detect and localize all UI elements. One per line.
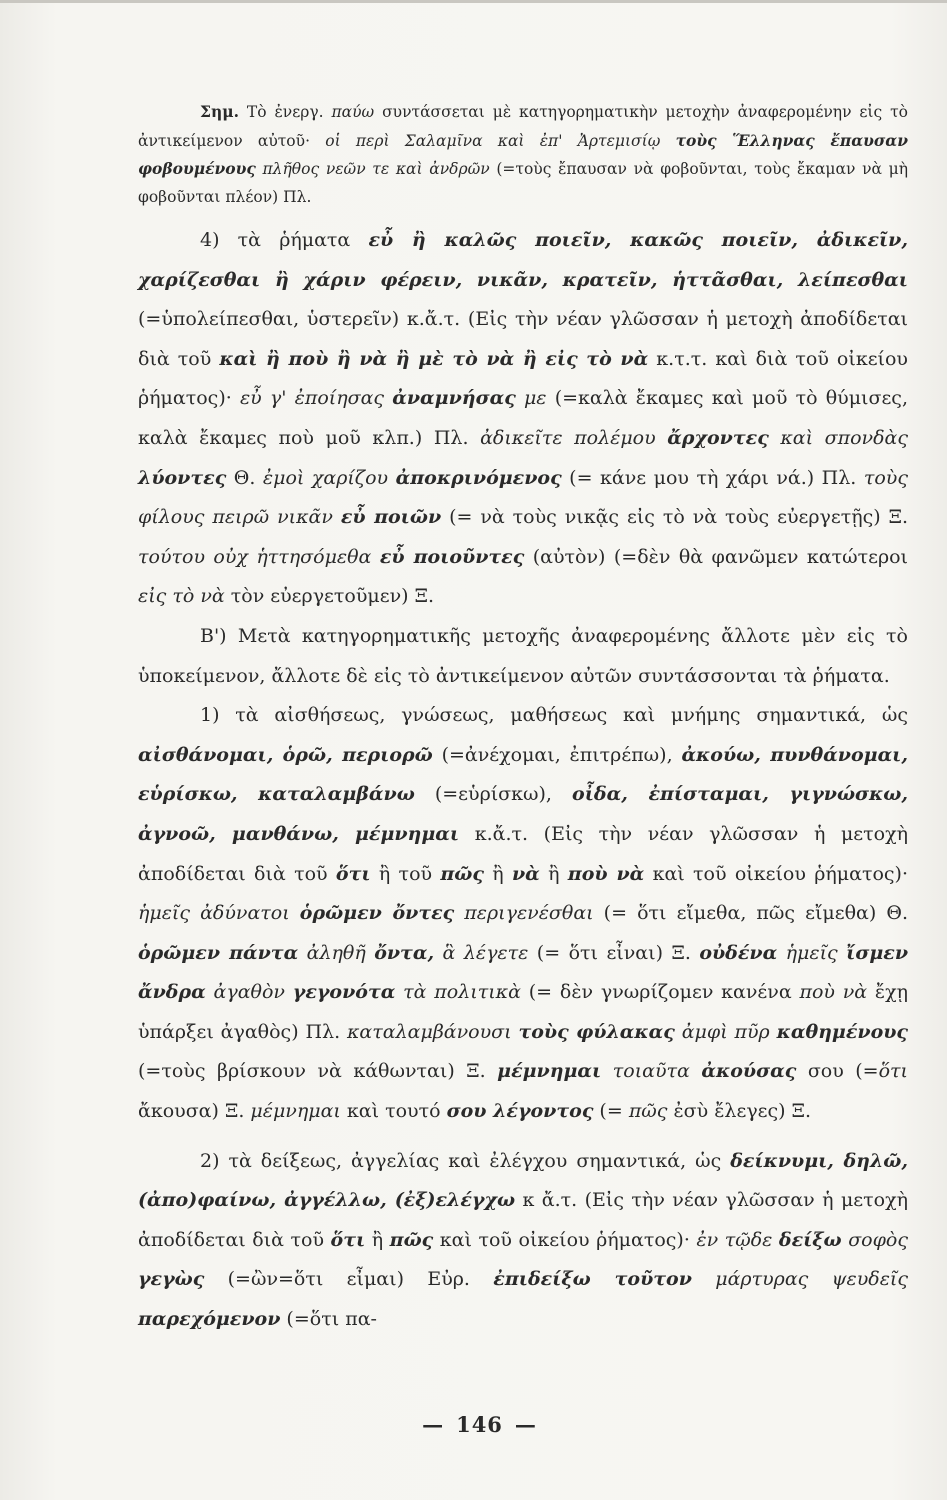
para4-text: Θ. [226, 466, 263, 489]
para1-bold: τοὺς φύλακας [518, 1020, 675, 1043]
para4-bold: λύοντες [138, 466, 227, 489]
para1-italic: ἡμεῖς [777, 941, 847, 964]
page-top-edge [0, 0, 947, 3]
para1-text: καὶ τοῦ οἰκείου ῥήματος)· [644, 862, 908, 885]
para2-text: κ ἄ.τ. (Εἰς τὴν νέαν γλῶσσαν ἡ μετοχὴ ἀποδίδεται διὰ τοῦ [138, 1189, 908, 1251]
para4-bold: εὖ ἢ καλῶς ποιεῖν, κακῶς ποιεῖν, ἀδικεῖν, χαρίζεσθαι ἢ χάριν φέρειν, νικᾶν, κρατεῖν, ἡττᾶσθαι, λείπεσθαι [138, 229, 908, 291]
para1-italic: ὅτι [878, 1060, 909, 1083]
para4-bold: εὖ ποιῶν [340, 506, 442, 529]
para4-bold: ἄρχοντες [667, 426, 769, 449]
para1-italic: ἀμφὶ πῦρ [674, 1020, 777, 1043]
para1-text: (=τοὺς βρίσκουν νὰ κάθωνται) Ξ. [138, 1060, 498, 1083]
note-paragraph [138, 98, 908, 211]
footer-dash-right: — [514, 1412, 537, 1437]
para1-bold: ἴσμεν ἄνδρα [138, 941, 908, 1004]
page-footer [0, 1412, 947, 1437]
para1-bold: οὐδένα [699, 941, 778, 964]
para1-text: (=ἀνέχομαι, ἐπιτρέπω), [432, 743, 682, 766]
para1-bold: ποὺ νὰ [567, 862, 645, 885]
paragraph-b: Β') Μετὰ κατηγορηματικῆς μετοχῆς ἀναφερομένης ἄλλοτε μὲν εἰς τὸ ὑποκείμενον, ἄλλοτε δὲ εἰς τὸ ἀντικείμενον αὐτῶν συντάσσονται τὰ ῥήματα. [138, 624, 908, 687]
para1-italic: τὰ πολιτικὰ [395, 981, 521, 1004]
para1-text: ἢ τοῦ [370, 862, 441, 885]
para1-text: (= δὲν γνωρίζομεν κανένα [520, 981, 800, 1004]
para4-text: (=ὑπολείπεσθαι, ὑστερεῖν) κ.ἄ.τ. (Εἰς τὴν νέαν γλῶσσαν ἡ μετοχὴ ἀποδίδεται διὰ τοῦ [138, 308, 908, 370]
paragraph-2 [138, 1142, 908, 1340]
para1-bold: ἀκούσας [701, 1060, 797, 1083]
para4-bold: καὶ ἢ ποὺ ἢ νὰ ἢ μὲ τὸ νὰ ἢ εἰς τὸ νὰ [219, 347, 649, 370]
paragraph-4 [138, 221, 908, 617]
para1-italic: πῶς [628, 1100, 668, 1123]
para1-bold: πῶς [440, 862, 484, 885]
para1-text: (=εὑρίσκω), [414, 783, 573, 806]
page-number: 146 [456, 1412, 503, 1437]
para1-bold: νὰ [511, 862, 540, 885]
para2-bold: ὅτι [330, 1228, 366, 1251]
para2-text: ἢ [365, 1228, 390, 1251]
para1-text: (= [593, 1100, 629, 1123]
para4-italic: εὖ γ' ἐποίησας [239, 387, 385, 410]
para1-text: 1) τὰ αἰσθήσεως, γνώσεως, μαθήσεως καὶ μνήμης σημαντικά, ὡς [200, 704, 908, 727]
para2-bold: πῶς [389, 1228, 434, 1251]
para1-bold: γεγονότα [292, 981, 396, 1004]
para4-italic: καὶ σπονδὰς [768, 426, 909, 449]
para1-italic: τοιαῦτα [601, 1060, 702, 1083]
para1-bold: ὅτι [335, 862, 371, 885]
para4-text: (= νὰ τοὺς νικᾷς εἰς τὸ νὰ τοὺς εὐεργετῇς) Ξ. [441, 506, 908, 529]
para4-text: (=καλὰ ἔκαμες καὶ μοῦ τὸ θύμισες, καλὰ ἔκαμες ποὺ μοῦ κλπ.) Πλ. [138, 387, 908, 449]
para4-text: (αὐτὸν) (=δὲν θὰ φανῶμεν κατώτεροι [524, 545, 909, 568]
footer-dash-left: — [422, 1412, 445, 1437]
page-body [138, 98, 908, 1340]
para1-bold: καθημένους [776, 1020, 908, 1043]
para2-text: (=ὅτι πα- [280, 1308, 377, 1331]
para1-text: καὶ τουτό [340, 1100, 447, 1123]
para1-text: (= ὅτι εἶναι) Ξ. [528, 941, 700, 964]
para1-bold: ὁρῶμεν ὄντες [299, 902, 455, 925]
note-italic: παύω [331, 103, 375, 121]
note-text: συντάσσεται μὲ κατηγορηματικὴν μετοχὴν ἀναφερομένην εἰς τὸ ἀντικείμενον αὐτοῦ· [138, 103, 908, 150]
para1-italic: ἀληθῆ [298, 941, 375, 964]
para1-italic: ἃ λέγετε [434, 941, 529, 964]
para1-bold: ὁρῶμεν πάντα [138, 941, 299, 964]
note-bold: τοὺς Ἕλληνας ἔπαυσαν φοβουμένους [138, 130, 908, 178]
para1-italic: καταλαμβάνουσι [346, 1020, 512, 1043]
para4-italic: τούτου οὐχ ἡττησόμεθα [138, 545, 372, 568]
para1-italic: ἀγαθὸν [205, 981, 293, 1004]
para4-text: κ.τ.τ. καὶ διὰ τοῦ οἰκείου ῥήματος)· [138, 347, 908, 410]
para2-bold: παρεχόμενον [138, 1308, 281, 1331]
para4-italic: με [515, 387, 547, 410]
para2-italic: ἐν τῷδε [696, 1228, 773, 1251]
para4-bold: ἀποκρινόμενος [395, 466, 562, 489]
para4-text: (= κάνε μου τὴ χάρι νά.) Πλ. [561, 466, 864, 489]
para1-bold: σου λέγοντος [446, 1100, 594, 1123]
para2-italic: σοφὸς [841, 1228, 908, 1251]
para1-text: (= ὅτι εἴμεθα, πῶς εἴμεθα) Θ. [593, 902, 908, 925]
para1-bold: ἀκούω, πυνθάνομαι, εὑρίσκω, καταλαμβάνω [138, 743, 908, 806]
para2-text: (=ὢν=ὅτι εἶμαι) Εὐρ. [204, 1268, 494, 1291]
para4-bold: ἀναμνήσας [392, 387, 516, 410]
note-text: Τὸ ἐνεργ. [246, 103, 332, 121]
para2-bold: ἐπιδείξω τοῦτον [493, 1268, 692, 1291]
para1-italic: μέμνημαι [250, 1100, 341, 1123]
para4-italic: εἰς τὸ νὰ [138, 585, 225, 608]
note-text: (=τοὺς ἔπαυσαν νὰ φοβοῦνται, τοὺς ἔκαμαν νὰ μὴ φοβοῦνται πλέον) Πλ. [138, 160, 908, 206]
para2-bold: δείκνυμι, δηλῶ, (ἀπο)φαίνω, ἀγγέλλω, (ἐξ)ελέγχω [138, 1149, 908, 1212]
para4-italic: τοὺς φίλους πειρῶ νικᾶν [138, 466, 908, 529]
para4-italic: ἐμοὶ χαρίζου [262, 466, 389, 489]
para2-text: καὶ τοῦ οἰκείου ῥήματος)· [433, 1228, 697, 1251]
para1-bold: αἰσθάνομαι, ὁρῶ, περιορῶ [138, 743, 433, 766]
note-italic: πλῆθος νεῶν τε καὶ ἀνδρῶν [255, 160, 490, 178]
paragraph-1 [138, 696, 908, 1132]
para1-text: ἔχῃ ὑπάρξει ἀγαθὸς) Πλ. [138, 981, 908, 1043]
para1-text: ἢ [483, 862, 512, 885]
para4-bold: εὖ ποιοῦντες [379, 545, 525, 568]
para1-italic: ἡμεῖς ἀδύνατοι [138, 902, 290, 925]
para2-text: 2) τὰ δείξεως, ἀγγελίας καὶ ἐλέγχου σημαντικά, ὡς [200, 1149, 731, 1172]
para1-text: σου (= [796, 1060, 879, 1083]
para2-bold: δείξω [778, 1228, 842, 1251]
para1-bold: οἶδα, ἐπίσταμαι, γιγνώσκω, ἀγνοῶ, μανθάνω, μέμνημαι [138, 783, 908, 845]
para1-text: ἐσὺ ἔλεγες) Ξ. [667, 1100, 812, 1123]
para1-text: κ.ἄ.τ. (Εἰς τὴν νέαν γλῶσσαν ἡ μετοχὴ ἀποδίδεται διὰ τοῦ [138, 822, 908, 885]
para1-bold: ὄντα, [374, 941, 435, 964]
para2-italic: μάρτυρας ψευδεῖς [691, 1268, 908, 1291]
para1-italic: ποὺ νὰ [799, 981, 868, 1004]
para1-bold: μέμνημαι [497, 1060, 602, 1083]
para4-text: τὸν εὐεργετοῦμεν) Ξ. [224, 585, 434, 608]
para4-text: 4) τὰ ῥήματα [200, 229, 369, 251]
para1-italic: περιγενέσθαι [454, 902, 594, 925]
note-italic: οἱ περὶ Σαλαμῖνα καὶ ἐπ' Ἀρτεμισίῳ [325, 131, 661, 150]
para1-text: ἢ [539, 862, 568, 885]
para2-bold: γεγὼς [138, 1268, 205, 1291]
note-label: Σημ. [200, 102, 239, 121]
para4-italic: ἀδικεῖτε πολέμου [480, 426, 656, 449]
para1-text: ἄκουσα) Ξ. [138, 1100, 251, 1123]
